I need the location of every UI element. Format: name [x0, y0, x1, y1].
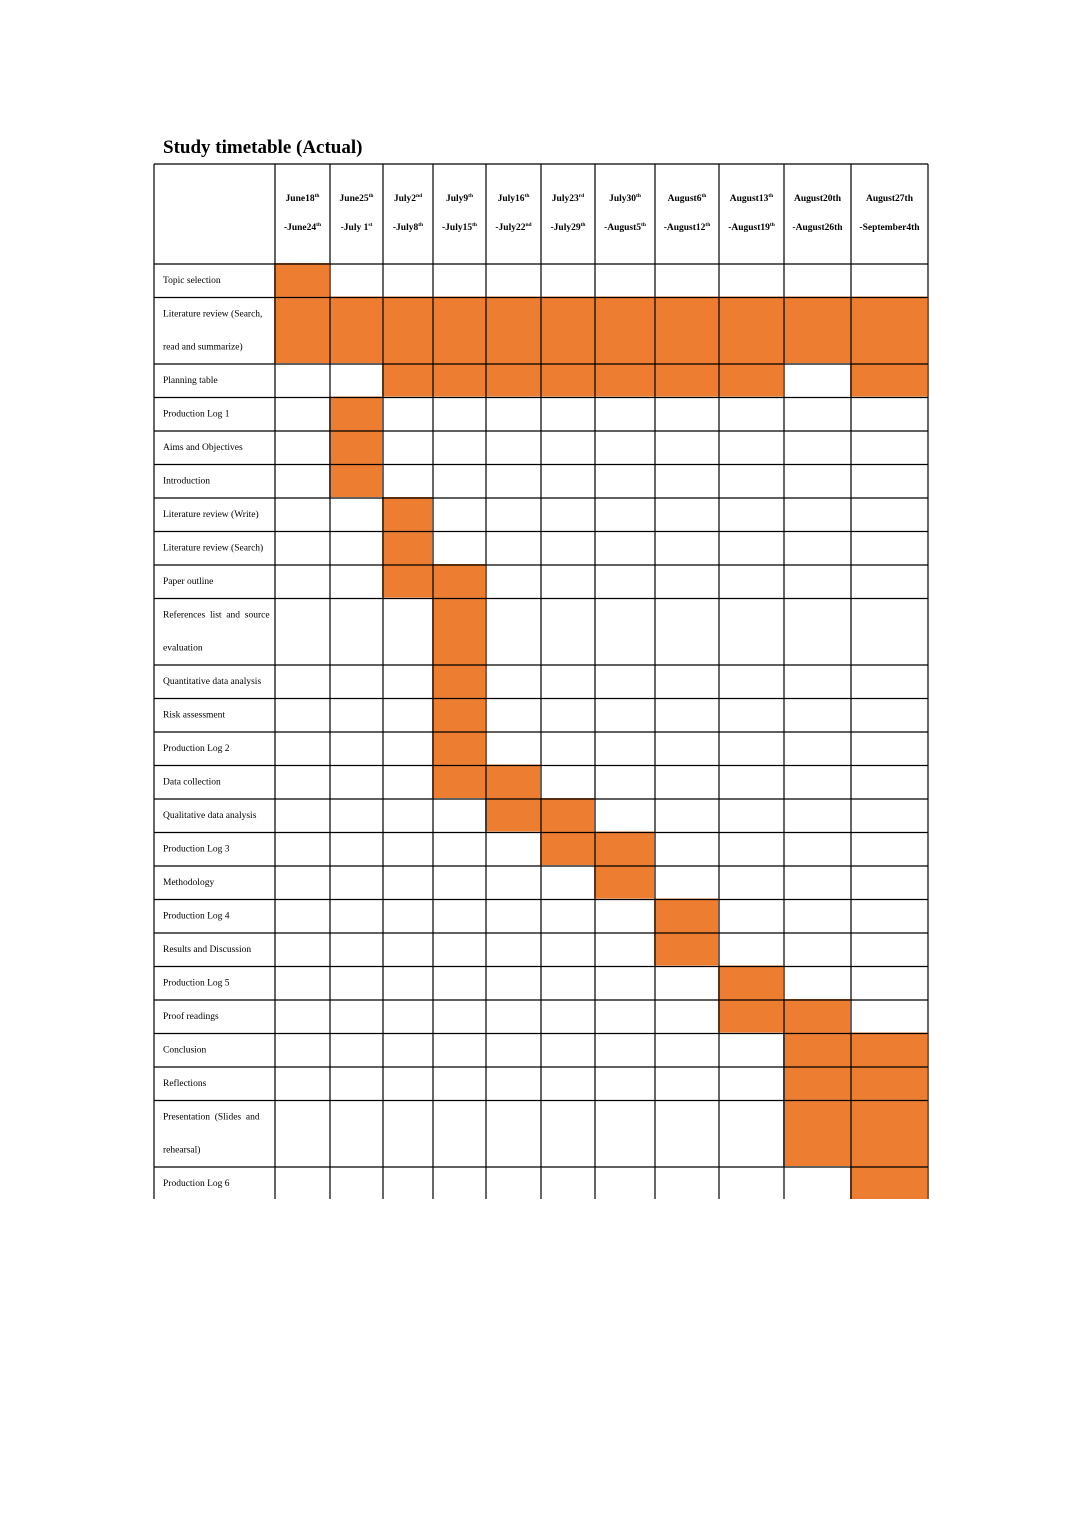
column-header-start: July9th [445, 193, 474, 204]
filled-cell [718, 966, 783, 1000]
filled-cell [329, 397, 382, 431]
row-label: Production Log 3 [163, 844, 230, 855]
row-label: Risk assessment [163, 710, 226, 721]
filled-cell [329, 297, 382, 364]
row-label: Data collection [163, 777, 221, 788]
row-label: Qualitative data analysis [163, 811, 257, 821]
row-label: Literature review (Write) [163, 510, 259, 520]
column-header-start: June18th [285, 193, 320, 204]
filled-cell [485, 363, 540, 397]
row-label: Production Log 6 [163, 1179, 230, 1189]
filled-cell [485, 297, 540, 364]
row-label: Literature review (Search, [163, 309, 263, 320]
filled-cell [594, 832, 654, 866]
filled-cell [594, 297, 654, 364]
column-header-end: -July22nd [495, 222, 532, 233]
column-header-start: August27th [866, 194, 913, 204]
row-label: Quantitative data analysis [163, 677, 262, 687]
column-header-end: -July15th [442, 222, 477, 233]
filled-cell [274, 297, 329, 364]
row-label: Literature review (Search) [163, 543, 264, 554]
column-header-end: -July 1st [340, 222, 373, 233]
page-title: Study timetable (Actual) [163, 137, 363, 158]
filled-cell [382, 363, 432, 397]
column-header-start: August20th [794, 194, 841, 204]
filled-cell [654, 899, 718, 933]
filled-cell [485, 765, 540, 799]
filled-cell [654, 932, 718, 966]
row-label: Reflections [163, 1079, 207, 1089]
column-header-end: -July8th [392, 222, 424, 233]
column-header-end: -June24th [283, 222, 322, 233]
filled-cell [540, 798, 594, 832]
filled-cell [783, 1066, 850, 1100]
column-header-end: -August5th [604, 222, 646, 233]
row-label: Paper outline [163, 577, 214, 587]
row-label: Presentation (Slides and [163, 1112, 260, 1123]
filled-cell [432, 598, 485, 665]
filled-cell [850, 1066, 927, 1100]
column-header-end: -July29th [550, 222, 586, 233]
timetable-table [153, 163, 929, 1199]
filled-cell [594, 363, 654, 397]
filled-cell [540, 363, 594, 397]
column-header-start: July30th [609, 193, 641, 204]
column-header-end: -September4th [859, 223, 920, 233]
filled-cell [718, 999, 783, 1033]
filled-cell [850, 363, 927, 397]
filled-cell [783, 1100, 850, 1167]
filled-cell [783, 1033, 850, 1067]
filled-cell [850, 1100, 927, 1167]
column-header-start: July16th [497, 193, 530, 204]
filled-cell [432, 363, 485, 397]
filled-cell [329, 430, 382, 464]
row-label: Production Log 5 [163, 978, 230, 989]
filled-cell [382, 297, 432, 364]
filled-cell [432, 698, 485, 732]
filled-cell [540, 297, 594, 364]
row-label: References list and source [163, 610, 270, 621]
row-label: read and summarize) [163, 342, 243, 353]
row-label: Conclusion [163, 1045, 207, 1056]
column-header-start: August13th [729, 193, 774, 204]
row-label: rehearsal) [163, 1145, 201, 1156]
filled-cell [432, 564, 485, 598]
row-label: Methodology [163, 878, 215, 888]
filled-cell [718, 297, 783, 364]
filled-cell [485, 798, 540, 832]
filled-cell [382, 497, 432, 531]
column-header-start: August6th [667, 193, 707, 204]
filled-cell [594, 865, 654, 899]
timetable-grid [153, 163, 929, 1199]
column-header-end: -August19th [728, 222, 775, 233]
column-header-start: June25th [339, 193, 374, 204]
filled-cell [540, 832, 594, 866]
row-label: Production Log 4 [163, 911, 230, 922]
filled-cell [783, 999, 850, 1033]
filled-cell [654, 363, 718, 397]
row-label: Production Log 2 [163, 744, 230, 754]
row-label: Proof readings [163, 1012, 219, 1022]
row-label: Production Log 1 [163, 409, 230, 420]
filled-cell [382, 564, 432, 598]
row-label: Planning table [163, 376, 218, 386]
filled-cell [850, 297, 927, 364]
filled-cell [654, 297, 718, 364]
filled-cell [382, 531, 432, 565]
filled-cell [432, 731, 485, 765]
row-label: Aims and Objectives [163, 443, 243, 453]
filled-cell [783, 297, 850, 364]
filled-cell [432, 765, 485, 799]
filled-cell [432, 664, 485, 698]
column-header-start: July2nd [393, 193, 423, 204]
row-label: Introduction [163, 476, 210, 487]
row-label: evaluation [163, 643, 203, 654]
row-label: Results and Discussion [163, 945, 252, 955]
filled-cell [274, 263, 329, 297]
filled-cell [718, 363, 783, 397]
filled-cell [850, 1166, 927, 1199]
column-header-end: -August12th [663, 222, 711, 233]
filled-cell [432, 297, 485, 364]
filled-cell [329, 464, 382, 498]
row-label: Topic selection [163, 276, 221, 286]
column-header-start: July23rd [551, 193, 585, 204]
filled-cell [850, 1033, 927, 1067]
column-header-end: -August26th [792, 223, 843, 233]
